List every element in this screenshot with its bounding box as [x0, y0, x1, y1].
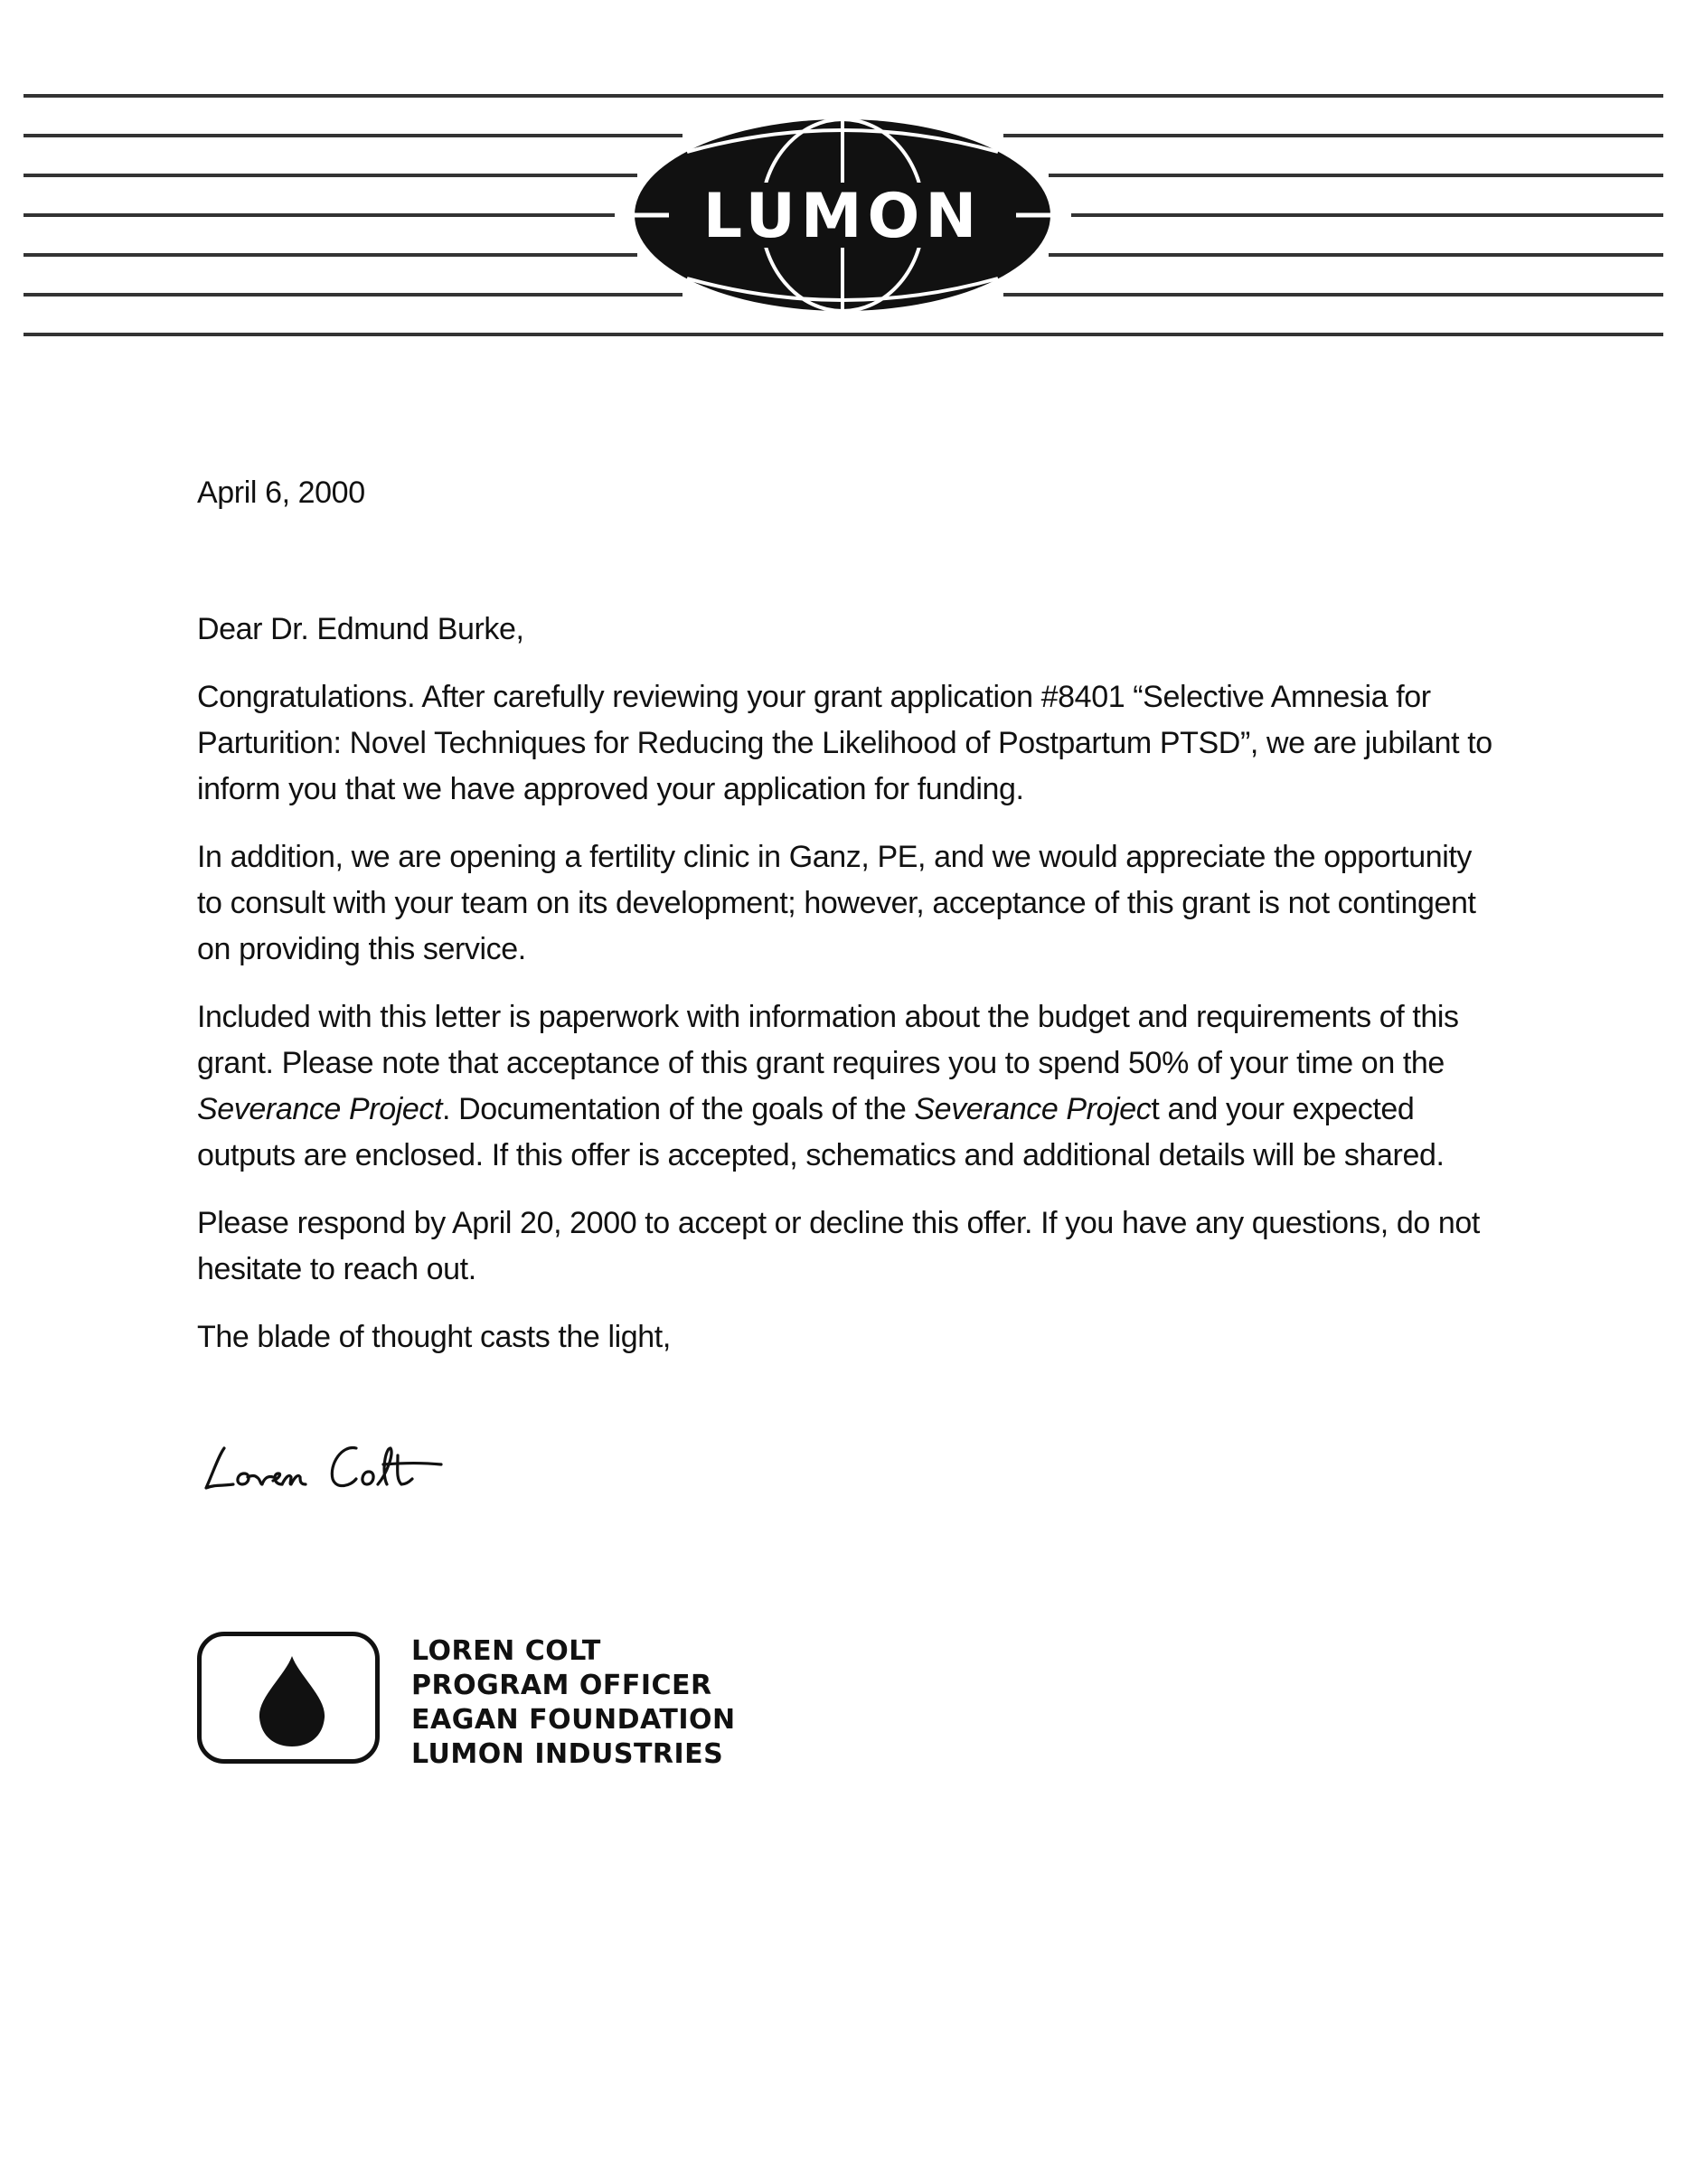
signature-card	[197, 1632, 380, 1764]
handwritten-signature	[197, 1428, 450, 1501]
letter-paragraph-approval: Congratulations. After carefully reviewing your grant application #8401 “Selective Amnesia for Parturition: Novel Techniques for Reducing the Likelihood of Postpartum PTSD”, we are jubilant to inform you that we have approved your application for funding.	[197, 680, 1492, 806]
letter-paragraph-respond: Please respond by April 20, 2000 to accept or decline this offer. If you have any questions, do not hesitate to reach out.	[197, 1206, 1480, 1286]
letter-paragraph-requirements	[197, 994, 1499, 1179]
requirements-text-e: t and your expected outputs are enclosed. If this offer is accepted, schematics and additional details will be shared.	[197, 1092, 1445, 1172]
requirements-text-c: . Documentation of the goals of the	[442, 1092, 915, 1126]
lumon-logo-text: LUMON	[702, 181, 983, 252]
requirements-text-a: Included with this letter is paperwork with information about the budget and requirements of this grant. Please note that acceptance of this grant requires you to spend 50% of your time on the	[197, 1000, 1459, 1080]
letter-date: April 6, 2000	[197, 475, 365, 510]
droplet-icon	[258, 1654, 326, 1748]
severance-project-name: Severance Project	[197, 1092, 443, 1126]
signer-department: EAGAN FOUNDATION	[411, 1704, 736, 1736]
signer-company: LUMON INDUSTRIES	[411, 1738, 724, 1770]
letterhead	[0, 0, 1685, 362]
signer-title: PROGRAM OFFICER	[411, 1670, 712, 1701]
letter-paragraph-clinic: In addition, we are opening a fertility clinic in Ganz, PE, and we would appreciate the opportunity to consult with your team on its development; however, acceptance of this grant is not contingent on providing this service.	[197, 840, 1476, 966]
signature-block	[411, 1634, 736, 1772]
letter-greeting: Dear Dr. Edmund Burke,	[197, 612, 524, 646]
letter-body	[197, 470, 1499, 1382]
signer-name: LOREN COLT	[411, 1635, 601, 1667]
letter-closing: The blade of thought casts the light,	[197, 1320, 671, 1354]
severance-project-name-2: Severance Projec	[914, 1092, 1152, 1126]
lumon-globe-logo	[633, 119, 1052, 311]
